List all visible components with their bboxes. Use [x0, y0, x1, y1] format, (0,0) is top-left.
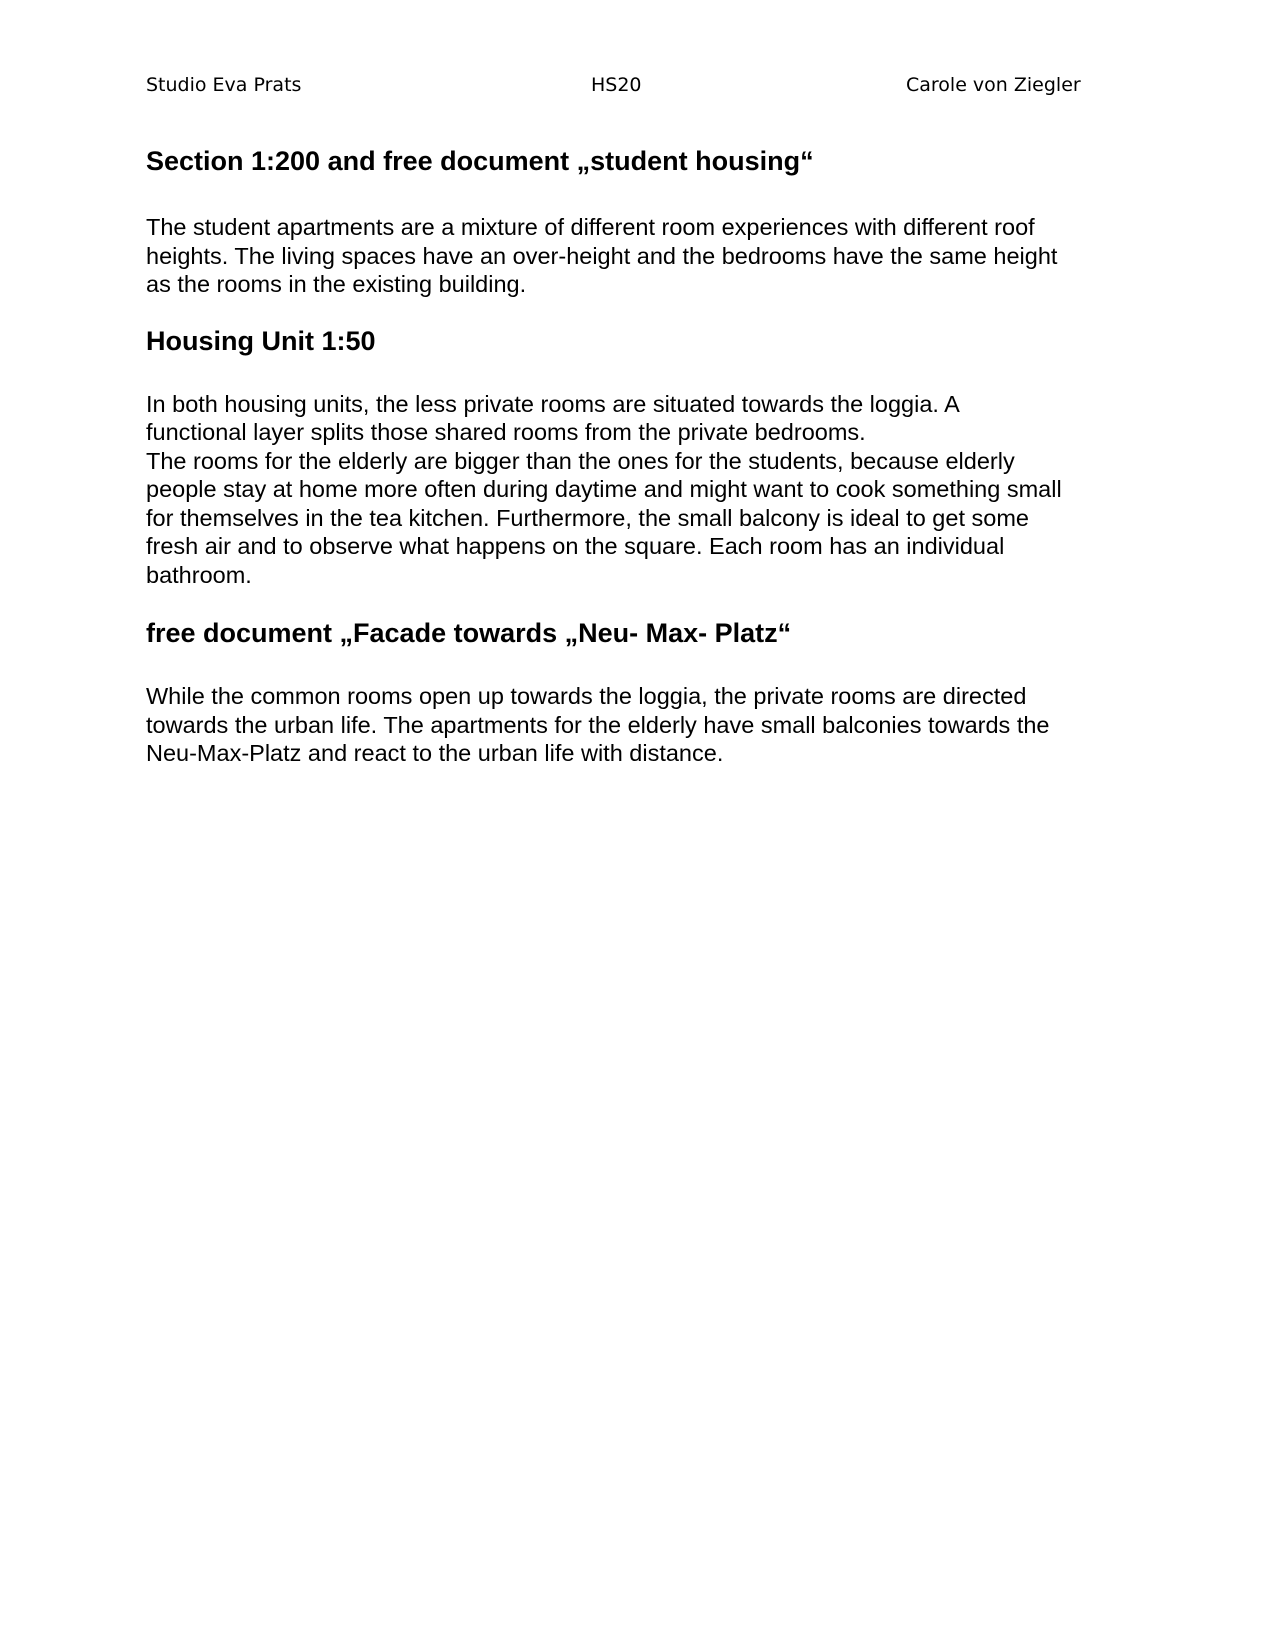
page-header [0, 74, 1275, 102]
paragraph-line: In both housing units, the less private rooms are situated towards the loggia. A [146, 390, 960, 417]
document-body [146, 140, 1146, 768]
header-studio: Studio Eva Prats [146, 74, 302, 96]
paragraph-line: functional layer splits those shared rooms from the private bedrooms. [146, 419, 866, 445]
paragraph-line: as the rooms in the existing building. [146, 271, 527, 297]
paragraph-line: The rooms for the elderly are bigger than the ones for the students, because elderly [146, 447, 1015, 474]
section-paragraph [146, 213, 1146, 299]
facade-paragraph [146, 682, 1146, 768]
paragraph-line: towards the urban life. The apartments for the elderly have small balconies towards the [146, 711, 1050, 738]
paragraph-line: bathroom. [146, 561, 252, 588]
header-semester: HS20 [591, 74, 642, 96]
paragraph-line: The student apartments are a mixture of different room experiences with different roof [146, 214, 1035, 240]
paragraph-line: While the common rooms open up towards the loggia, the private rooms are directed [146, 683, 1027, 709]
paragraph-line: heights. The living spaces have an over-height and the bedrooms have the same height [146, 242, 1058, 269]
section-heading: Section 1:200 and free document „student housing“ [146, 146, 814, 176]
housing-unit-heading: Housing Unit 1:50 [146, 325, 376, 356]
paragraph-line: Neu-Max-Platz and react to the urban life with distance. [146, 740, 724, 766]
paragraph-line: people stay at home more often during daytime and might want to cook something small [146, 476, 1062, 502]
paragraph-line: for themselves in the tea kitchen. Furthermore, the small balcony is ideal to get some [146, 504, 1029, 531]
header-author: Carole von Ziegler [906, 74, 1081, 96]
housing-unit-paragraph [146, 390, 1146, 590]
facade-heading: free document „Facade towards „Neu- Max- Platz“ [146, 618, 792, 648]
paragraph-line: fresh air and to observe what happens on the square. Each room has an individual [146, 533, 1005, 559]
